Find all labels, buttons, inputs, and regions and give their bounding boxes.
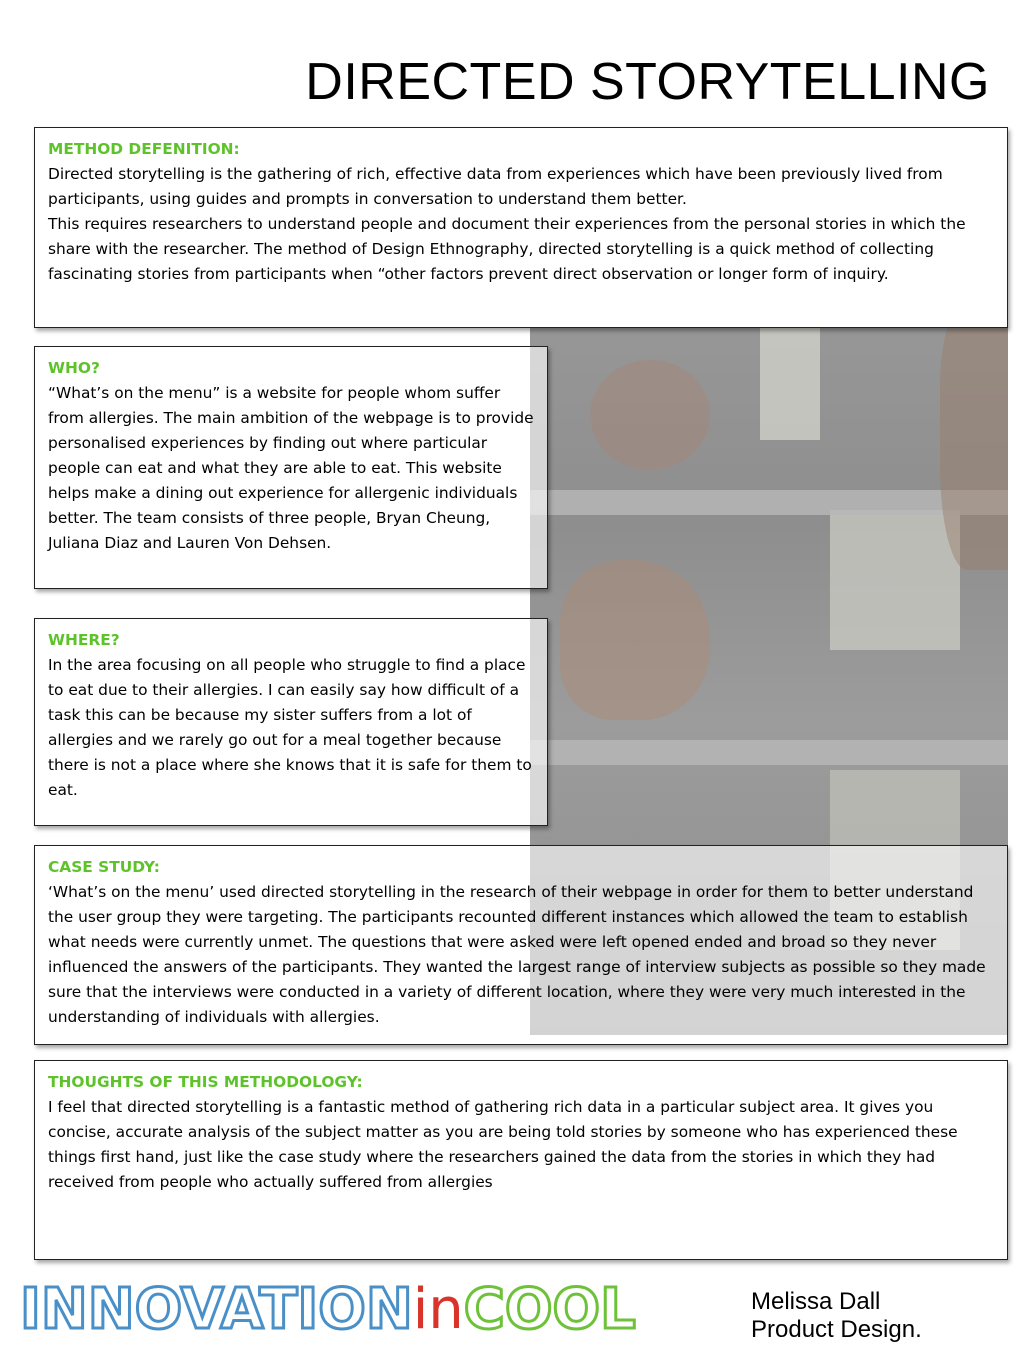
section-paragraph: This requires researchers to understand people and document their experiences from the personal stories in which the share with the researcher. The method of Design Ethnography, directed storytelling is a quick method of collecting fascinating stories from participants when “other factors prevent direct observation or longer form of inquiry. [48, 215, 966, 283]
section-paragraph: “What’s on the menu” is a website for people whom suffer from allergies. The main ambition of the webpage is to provide personalised experiences by finding out where particular people can eat and what they are able to eat. This website helps make a dining out experience for allergenic individuals better. The team consists of three people, Bryan Cheung, Juliana Diaz and Lauren Von Dehsen. [48, 384, 534, 552]
section-thoughts [34, 1060, 1008, 1260]
author-block [751, 1288, 922, 1344]
logo-part-cool: COOL [463, 1277, 636, 1342]
section-heading: METHOD DEFENITION: [48, 140, 240, 158]
author-subtitle: Product Design. [751, 1316, 922, 1343]
section-heading: WHERE? [48, 631, 120, 649]
section-heading: THOUGHTS OF THIS METHODOLOGY: [48, 1073, 363, 1091]
logo-part-in: in [412, 1277, 464, 1342]
section-heading: CASE STUDY: [48, 858, 160, 876]
section-paragraph: Directed storytelling is the gathering of rich, effective data from experiences which have been previously lived from participants, using guides and prompts in conversation to understand them better. [48, 165, 943, 208]
section-where [34, 618, 548, 826]
section-case-study [34, 845, 1008, 1045]
section-paragraph: I feel that directed storytelling is a fantastic method of gathering rich data in a particular subject area. It gives you concise, accurate analysis of the subject matter as you are being told stories by someone who has experienced these things first hand, just like the case study where the researchers gained the data from the stories in which they had received from people who actually suffered from allergies [48, 1098, 958, 1191]
section-who [34, 346, 548, 589]
logo-part-innovation: INNOVATION [20, 1277, 413, 1342]
page-title: DIRECTED STORYTELLING [305, 53, 990, 111]
section-paragraph: In the area focusing on all people who struggle to find a place to eat due to their allergies. I can easily say how difficult of a task this can be because my sister suffers from a lot of allergies and we rarely go out for a meal together because there is not a place where she knows that it is safe for them to eat. [48, 656, 532, 799]
innovation-in-cool-logo [20, 1278, 636, 1342]
author-name: Melissa Dall [751, 1288, 881, 1315]
section-paragraph: ‘What’s on the menu’ used directed storytelling in the research of their webpage in order for them to better understand the user group they were targeting. The participants recounted different instances which allowed the team to establish what needs were currently unmet. The questions that were asked were left opened ended and broad so they never influenced the answers of the participants. They wanted the largest range of interview subjects as possible so they made sure that the interviews were conducted in a variety of different location, where they were very much interested in the understanding of individuals with allergies. [48, 883, 986, 1026]
section-heading: WHO? [48, 359, 100, 377]
section-method-definition [34, 127, 1008, 328]
